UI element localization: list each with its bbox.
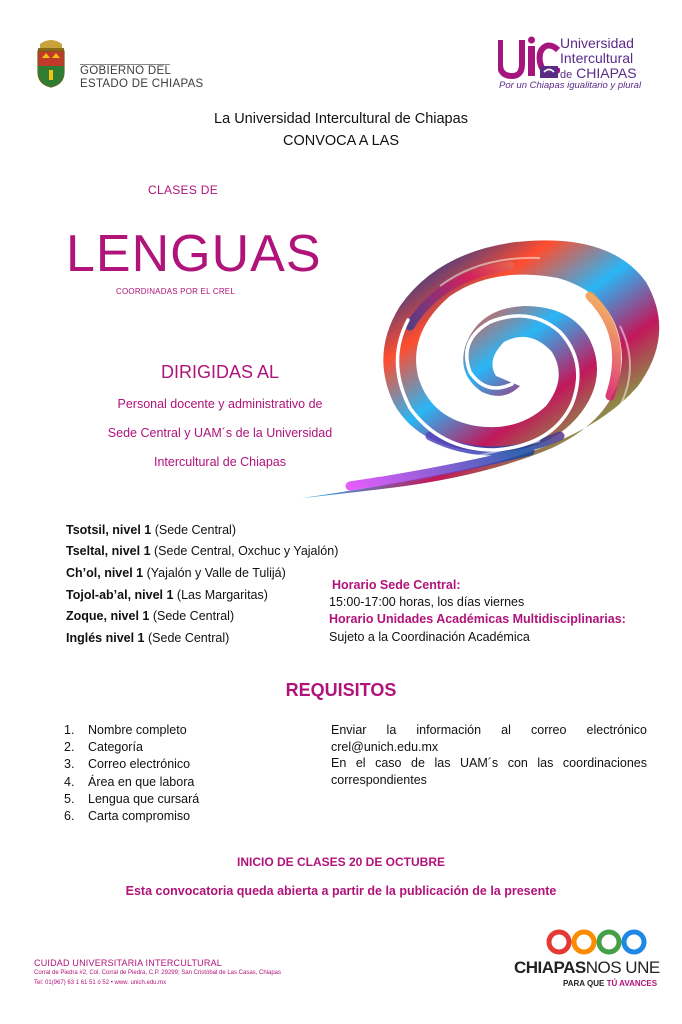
coordinadas-label: COORDINADAS POR EL CREL xyxy=(116,287,235,296)
chiapas-nos-une-circles-icon xyxy=(546,929,648,955)
university-name xyxy=(560,36,637,83)
brand-bold: CHIAPAS xyxy=(514,958,586,977)
open-call-notice: Esta convocatoria queda abierta a partir de la publicación de la presente xyxy=(125,884,557,898)
chiapas-nos-une-brand xyxy=(514,958,660,978)
course-item xyxy=(66,587,268,603)
brand-sub-1: PARA QUE xyxy=(563,979,607,988)
uni-line-2: Intercultural xyxy=(560,50,634,66)
course-place: (Yajalón y Valle de Tulijá) xyxy=(143,566,286,580)
dirigidas-heading: DIRIGIDAS AL xyxy=(160,362,280,382)
unich-logo-icon xyxy=(498,36,560,80)
government-name xyxy=(80,65,204,91)
brand-subtitle xyxy=(563,979,657,988)
requirement-text: Nombre completo xyxy=(88,723,187,737)
course-name: Tseltal, nivel 1 xyxy=(66,544,151,558)
intro-line-2: CONVOCA A LAS xyxy=(282,133,400,149)
horario-uam-text: Sujeto a la Coordinación Académica xyxy=(329,630,530,644)
requirement-item xyxy=(64,757,190,771)
course-place: (Sede Central) xyxy=(151,523,236,537)
requirement-number: 3. xyxy=(64,757,75,771)
course-item xyxy=(66,565,286,581)
requirement-number: 2. xyxy=(64,740,75,754)
uni-line-3-small: de xyxy=(560,69,573,81)
requisitos-heading: REQUISITOS xyxy=(285,680,397,700)
course-item xyxy=(66,543,338,559)
uni-line-1: Universidad xyxy=(560,35,634,51)
audience-line-1: Personal docente y administrativo de xyxy=(117,397,323,411)
requirement-number: 6. xyxy=(64,809,75,823)
horario-sede-text: 15:00-17:00 horas, los días viernes xyxy=(329,595,525,609)
requirement-number: 4. xyxy=(64,775,75,789)
gov-line-1: GOBIERNO DEL xyxy=(80,65,172,77)
send-instructions-email: Enviar la información al correo electrónico crel@unich.edu.mx xyxy=(331,723,647,754)
horario-sede-title: Horario Sede Central: xyxy=(332,578,461,592)
requirement-number: 5. xyxy=(64,792,75,806)
requirement-text: Área en que labora xyxy=(88,775,195,789)
requirement-text: Categoría xyxy=(88,740,143,754)
requirement-item xyxy=(64,723,187,737)
requirement-text: Correo electrónico xyxy=(88,757,191,771)
uni-line-3-main: CHIAPAS xyxy=(576,65,637,81)
course-name: Zoque, nivel 1 xyxy=(66,609,150,623)
chiapas-coat-of-arms-icon xyxy=(34,36,68,88)
horario-uam-title: Horario Unidades Académicas Multidisciplinarias: xyxy=(329,612,626,626)
gov-line-2: ESTADO DE CHIAPAS xyxy=(80,78,204,90)
send-instructions-uam: En el caso de las UAM´s con las coordinaciones correspondientes xyxy=(331,756,647,787)
audience-line-2: Sede Central y UAM´s de la Universidad xyxy=(107,426,333,440)
brand-sub-2: TÚ AVANCES xyxy=(606,979,658,988)
requirement-text: Lengua que cursará xyxy=(88,792,200,806)
course-place: (Sede Central, Oxchuc y Yajalón) xyxy=(150,544,339,558)
lenguas-title: LENGUAS xyxy=(66,225,322,283)
course-item xyxy=(66,608,234,624)
course-name: Tojol-ab’al, nivel 1 xyxy=(66,588,174,602)
intro-line-1: La Universidad Intercultural de Chiapas xyxy=(214,111,468,127)
course-item xyxy=(66,522,236,538)
course-place: (Sede Central) xyxy=(144,631,230,645)
footer-contact: Tel: 01(967) 63 1 61 51 ó 52 • www. unich.edu.mx xyxy=(34,980,167,986)
start-date-notice: INICIO DE CLASES 20 DE OCTUBRE xyxy=(236,855,446,869)
course-place: (Sede Central) xyxy=(149,609,235,623)
course-name: Inglés nivel 1 xyxy=(66,631,145,645)
clases-de-label: CLASES DE xyxy=(148,183,219,197)
requirement-item xyxy=(64,740,143,754)
course-name: Tsotsil, nivel 1 xyxy=(66,523,152,537)
requirement-number: 1. xyxy=(64,723,75,737)
course-item xyxy=(66,630,229,646)
course-name: Ch’ol, nivel 1 xyxy=(66,566,144,580)
brand-rest: NOS UNE xyxy=(585,958,660,977)
requirement-item xyxy=(64,792,199,806)
footer-title: CUIDAD UNIVERSITARIA INTERCULTURAL xyxy=(34,958,222,968)
footer-address: Corral de Piedra #2, Col. Corral de Piedra, C.P. 29299; San Cristóbal de Las Casas, Chiapas xyxy=(34,970,282,976)
requirement-text: Carta compromiso xyxy=(88,809,191,823)
requirement-item xyxy=(64,775,194,789)
requirement-item xyxy=(64,809,190,823)
audience-line-3: Intercultural de Chiapas xyxy=(153,455,287,469)
course-place: (Las Margaritas) xyxy=(173,588,268,602)
university-tagline: Por un Chiapas igualitario y plural xyxy=(499,80,642,91)
send-instructions xyxy=(331,722,647,788)
